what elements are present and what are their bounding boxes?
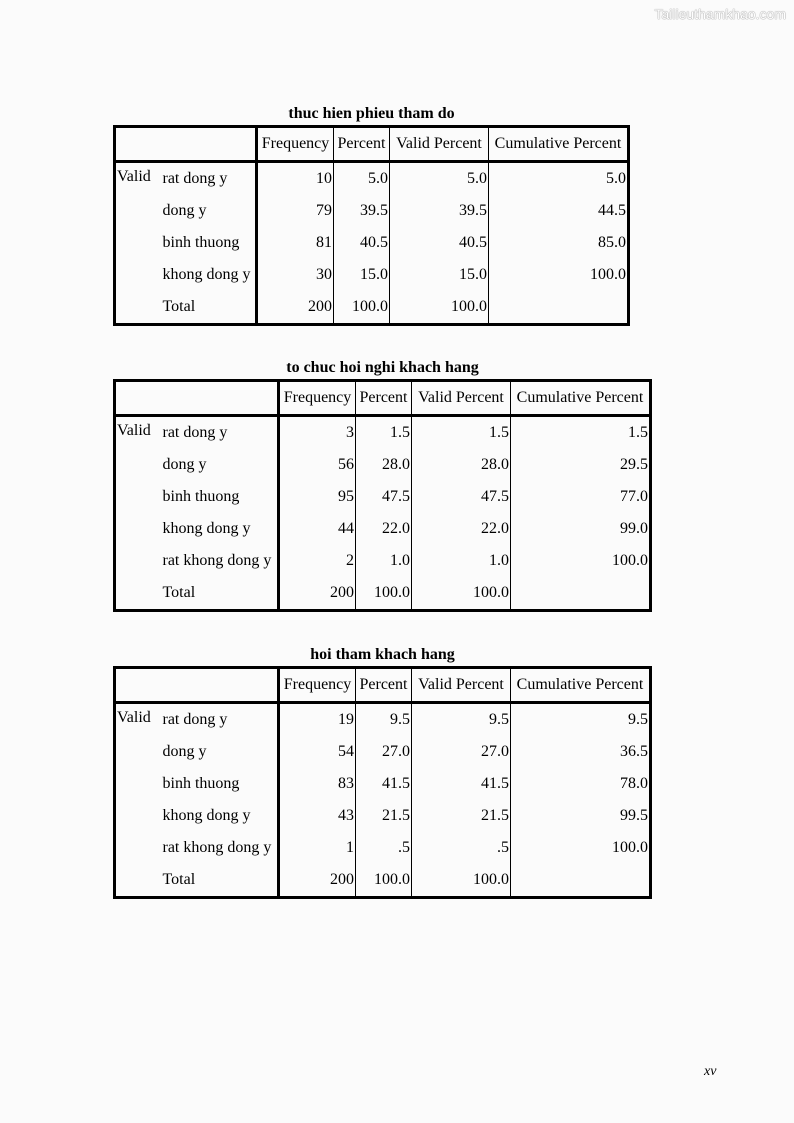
group-label: Valid [117,168,151,185]
cumulative-percent-cell: 99.0 [511,513,651,545]
table-row [115,259,629,291]
row-label: rat dong y [162,170,228,187]
frequency-cell: 2 [279,545,356,577]
cumulative-percent-cell: 5.0 [489,162,629,196]
percent-cell: 27.0 [356,736,412,768]
column-header-cumulative-percent: Cumulative Percent [511,381,651,416]
row-label: dong y [162,456,207,473]
table-row [115,162,629,196]
column-header-percent: Percent [356,668,412,703]
table-row [115,768,651,800]
table-title: hoi tham khach hang [310,646,455,663]
cumulative-percent-cell [511,577,651,611]
valid-percent-cell: 21.5 [412,800,511,832]
table-header-row [115,127,629,162]
frequency-cell: 30 [257,259,334,291]
table-header-row [115,381,651,416]
cumulative-percent-cell: 100.0 [511,832,651,864]
frequency-table [113,125,630,326]
cumulative-percent-cell [511,864,651,898]
row-label: binh thuong [162,775,240,792]
column-header-cumulative-percent: Cumulative Percent [511,668,651,703]
valid-percent-cell: 1.0 [412,545,511,577]
frequency-cell: 3 [279,416,356,450]
table-row [115,227,629,259]
group-label: Valid [117,709,151,726]
percent-cell: 28.0 [356,449,412,481]
frequency-cell: 1 [279,832,356,864]
valid-percent-cell: 28.0 [412,449,511,481]
cumulative-percent-cell: 78.0 [511,768,651,800]
frequency-table-2 [113,357,652,612]
valid-percent-cell: 47.5 [412,481,511,513]
percent-cell: 100.0 [334,291,390,325]
cumulative-percent-cell: 44.5 [489,195,629,227]
cumulative-percent-cell: 100.0 [511,545,651,577]
column-header-percent: Percent [356,381,412,416]
table-row [115,545,651,577]
cumulative-percent-cell: 36.5 [511,736,651,768]
frequency-cell: 200 [279,864,356,898]
frequency-table-1 [113,103,630,326]
row-label: rat khong dong y [162,839,272,856]
table-row [115,416,651,450]
group-label: Valid [117,422,151,439]
column-header-valid-percent: Valid Percent [412,381,511,416]
valid-percent-cell: 40.5 [390,227,489,259]
valid-percent-cell: 100.0 [412,864,511,898]
valid-percent-cell: 41.5 [412,768,511,800]
column-header-percent: Percent [334,127,390,162]
frequency-table [113,666,652,899]
percent-cell: 22.0 [356,513,412,545]
header-empty-cell [115,127,257,162]
table-header-row [115,668,651,703]
row-label: binh thuong [162,234,240,251]
table-row [115,195,629,227]
row-label: khong dong y [162,520,251,537]
watermark-text: Tailieuthamkhao.com [654,6,786,22]
table-row [115,513,651,545]
frequency-cell: 95 [279,481,356,513]
column-header-frequency: Frequency [279,668,356,703]
frequency-cell: 83 [279,768,356,800]
valid-percent-cell: 9.5 [412,703,511,737]
percent-cell: 9.5 [356,703,412,737]
table-row-total [115,864,651,898]
cumulative-percent-cell: 85.0 [489,227,629,259]
percent-cell: 1.0 [356,545,412,577]
table-row-total [115,291,629,325]
table-title: to chuc hoi nghi khach hang [286,359,479,376]
valid-percent-cell: .5 [412,832,511,864]
cumulative-percent-cell [489,291,629,325]
frequency-cell: 44 [279,513,356,545]
row-label: Total [162,871,196,888]
row-label: dong y [162,202,207,219]
frequency-cell: 54 [279,736,356,768]
frequency-cell: 79 [257,195,334,227]
row-label: rat dong y [162,424,228,441]
cumulative-percent-cell: 100.0 [489,259,629,291]
percent-cell: 1.5 [356,416,412,450]
column-header-cumulative-percent: Cumulative Percent [489,127,629,162]
row-label: dong y [162,743,207,760]
percent-cell: 100.0 [356,864,412,898]
table-row [115,800,651,832]
valid-percent-cell: 1.5 [412,416,511,450]
percent-cell: .5 [356,832,412,864]
frequency-cell: 81 [257,227,334,259]
valid-percent-cell: 22.0 [412,513,511,545]
column-header-frequency: Frequency [257,127,334,162]
valid-percent-cell: 15.0 [390,259,489,291]
frequency-cell: 200 [257,291,334,325]
column-header-valid-percent: Valid Percent [412,668,511,703]
table-row [115,832,651,864]
frequency-cell: 43 [279,800,356,832]
valid-percent-cell: 39.5 [390,195,489,227]
row-label: Total [162,298,196,315]
table-row-total [115,577,651,611]
row-label: khong dong y [162,266,251,283]
frequency-cell: 200 [279,577,356,611]
frequency-cell: 19 [279,703,356,737]
cumulative-percent-cell: 99.5 [511,800,651,832]
row-label: rat dong y [162,711,228,728]
cumulative-percent-cell: 1.5 [511,416,651,450]
frequency-table-3 [113,644,652,899]
percent-cell: 41.5 [356,768,412,800]
percent-cell: 40.5 [334,227,390,259]
percent-cell: 21.5 [356,800,412,832]
valid-percent-cell: 5.0 [390,162,489,196]
row-label: Total [162,584,196,601]
table-row [115,736,651,768]
frequency-cell: 56 [279,449,356,481]
percent-cell: 100.0 [356,577,412,611]
column-header-valid-percent: Valid Percent [390,127,489,162]
row-label: binh thuong [162,488,240,505]
frequency-cell: 10 [257,162,334,196]
table-row [115,703,651,737]
header-empty-cell [115,668,279,703]
column-header-frequency: Frequency [279,381,356,416]
row-label: rat khong dong y [162,552,272,569]
cumulative-percent-cell: 9.5 [511,703,651,737]
percent-cell: 47.5 [356,481,412,513]
percent-cell: 39.5 [334,195,390,227]
header-empty-cell [115,381,279,416]
page-number: xv [704,1064,717,1079]
row-label: khong dong y [162,807,251,824]
table-row [115,449,651,481]
valid-percent-cell: 27.0 [412,736,511,768]
percent-cell: 5.0 [334,162,390,196]
table-title: thuc hien phieu tham do [288,105,455,122]
valid-percent-cell: 100.0 [390,291,489,325]
cumulative-percent-cell: 77.0 [511,481,651,513]
percent-cell: 15.0 [334,259,390,291]
cumulative-percent-cell: 29.5 [511,449,651,481]
table-row [115,481,651,513]
valid-percent-cell: 100.0 [412,577,511,611]
frequency-table [113,379,652,612]
